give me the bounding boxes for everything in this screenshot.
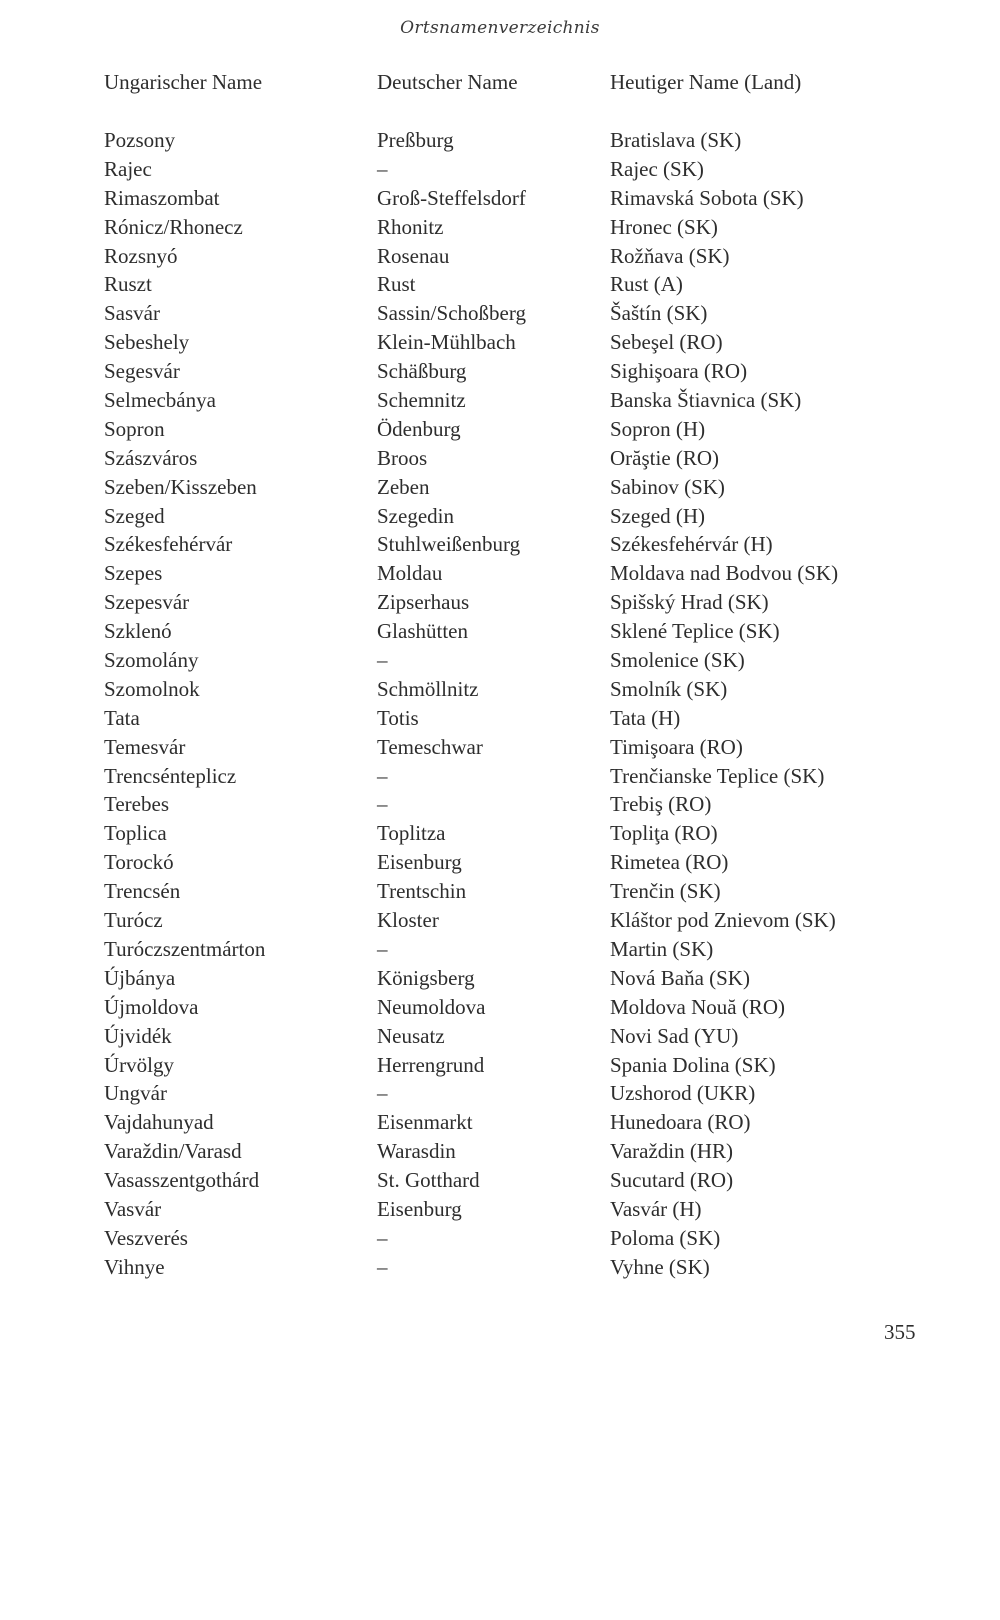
current-name-cell: Rožňava (SK) xyxy=(610,243,730,268)
table-row xyxy=(0,790,1000,819)
header-current-name: Heutiger Name (Land) xyxy=(610,70,802,94)
table-row xyxy=(0,1108,1000,1137)
hungarian-name-cell: Szklenó xyxy=(104,619,172,644)
table-row xyxy=(0,1195,1000,1224)
german-name-cell: Moldau xyxy=(377,561,443,586)
header-german-name: Deutscher Name xyxy=(377,70,518,94)
current-name-cell: Poloma (SK) xyxy=(610,1225,721,1250)
place-name-table xyxy=(0,126,1000,1282)
hungarian-name-cell: Szeben/Kisszeben xyxy=(104,474,257,499)
hungarian-name-cell: Trencsén xyxy=(104,879,181,904)
table-row xyxy=(0,762,1000,791)
current-name-cell: Sopron (H) xyxy=(610,416,706,441)
hungarian-name-cell: Úrvölgy xyxy=(104,1052,174,1077)
german-name-cell: – xyxy=(377,156,388,181)
current-name-cell: Sighişoara (RO) xyxy=(610,359,748,384)
table-row xyxy=(0,1022,1000,1051)
table-row xyxy=(0,588,1000,617)
german-name-cell: – xyxy=(377,936,388,961)
hungarian-name-cell: Rozsnyó xyxy=(104,243,178,268)
german-name-cell: Rhonitz xyxy=(377,214,444,239)
current-name-cell: Timişoara (RO) xyxy=(610,734,743,759)
german-name-cell: Rosenau xyxy=(377,243,450,268)
table-row xyxy=(0,213,1000,242)
current-name-cell: Uzshorod (UKR) xyxy=(610,1081,756,1106)
german-name-cell: – xyxy=(377,1081,388,1106)
table-row xyxy=(0,1253,1000,1282)
current-name-cell: Nová Baňa (SK) xyxy=(610,965,750,990)
table-row xyxy=(0,242,1000,271)
german-name-cell: Schemnitz xyxy=(377,388,466,413)
hungarian-name-cell: Veszverés xyxy=(104,1225,188,1250)
table-row xyxy=(0,502,1000,531)
table-row xyxy=(0,906,1000,935)
current-name-cell: Moldava nad Bodvou (SK) xyxy=(610,561,839,586)
table-row xyxy=(0,559,1000,588)
german-name-cell: Herrengrund xyxy=(377,1052,485,1077)
table-row xyxy=(0,1079,1000,1108)
table-row xyxy=(0,415,1000,444)
current-name-cell: Varaždin (HR) xyxy=(610,1139,734,1164)
column-headers xyxy=(0,70,1000,100)
table-row xyxy=(0,1137,1000,1166)
hungarian-name-cell: Rimaszombat xyxy=(104,185,220,210)
current-name-cell: Székesfehérvár (H) xyxy=(610,532,773,557)
german-name-cell: Eisenburg xyxy=(377,850,462,875)
table-row xyxy=(0,877,1000,906)
hungarian-name-cell: Szeged xyxy=(104,503,165,528)
german-name-cell: Toplitza xyxy=(377,821,446,846)
german-name-cell: Totis xyxy=(377,705,419,730)
german-name-cell: Eisenmarkt xyxy=(377,1110,473,1135)
hungarian-name-cell: Pozsony xyxy=(104,128,176,152)
header-hungarian-name: Ungarischer Name xyxy=(104,70,263,94)
table-row xyxy=(0,848,1000,877)
page-number: 355 xyxy=(884,1320,916,1344)
german-name-cell: Preßburg xyxy=(377,128,454,152)
hungarian-name-cell: Selmecbánya xyxy=(104,388,216,413)
hungarian-name-cell: Rónicz/Rhonecz xyxy=(104,214,243,239)
table-row xyxy=(0,704,1000,733)
table-row xyxy=(0,675,1000,704)
german-name-cell: Klein-Mühlbach xyxy=(377,330,516,355)
table-row xyxy=(0,935,1000,964)
current-name-cell: Martin (SK) xyxy=(610,936,714,961)
hungarian-name-cell: Sasvár xyxy=(104,301,160,326)
current-name-cell: Kláštor pod Znievom (SK) xyxy=(610,908,836,933)
german-name-cell: Stuhlweißenburg xyxy=(377,532,521,557)
hungarian-name-cell: Ungvár xyxy=(104,1081,167,1106)
german-name-cell: Warasdin xyxy=(377,1139,456,1164)
german-name-cell: Schmöllnitz xyxy=(377,676,479,701)
german-name-cell: – xyxy=(377,792,388,817)
table-row xyxy=(0,993,1000,1022)
table-row xyxy=(0,1166,1000,1195)
german-name-cell: Groß-Steffelsdorf xyxy=(377,185,526,210)
current-name-cell: Topliţa (RO) xyxy=(610,821,718,846)
current-name-cell: Hronec (SK) xyxy=(610,214,718,239)
hungarian-name-cell: Toplica xyxy=(104,821,167,846)
hungarian-name-cell: Szepesvár xyxy=(104,590,190,615)
table-row xyxy=(0,444,1000,473)
current-name-cell: Trebiş (RO) xyxy=(610,792,712,817)
german-name-cell: Neusatz xyxy=(377,1023,445,1048)
current-name-cell: Banska Štiavnica (SK) xyxy=(610,388,802,413)
current-name-cell: Spania Dolina (SK) xyxy=(610,1052,776,1077)
hungarian-name-cell: Terebes xyxy=(104,792,169,817)
running-head: Ortsnamenverzeichnis xyxy=(400,18,600,38)
table-row xyxy=(0,1224,1000,1253)
german-name-cell: Temeschwar xyxy=(377,734,483,759)
table-row xyxy=(0,357,1000,386)
current-name-cell: Szeged (H) xyxy=(610,503,706,528)
hungarian-name-cell: Rajec xyxy=(104,156,152,181)
table-row xyxy=(0,270,1000,299)
german-name-cell: – xyxy=(377,1254,388,1279)
table-row xyxy=(0,473,1000,502)
hungarian-name-cell: Torockó xyxy=(104,850,174,875)
table-row xyxy=(0,964,1000,993)
current-name-cell: Sucutard (RO) xyxy=(610,1168,734,1193)
current-name-cell: Trenčianske Teplice (SK) xyxy=(610,763,825,788)
german-name-cell: Königsberg xyxy=(377,965,475,990)
table-row xyxy=(0,646,1000,675)
german-name-cell: Ödenburg xyxy=(377,416,461,441)
hungarian-name-cell: Temesvár xyxy=(104,734,186,759)
german-name-cell: Glashütten xyxy=(377,619,468,644)
current-name-cell: Rimetea (RO) xyxy=(610,850,729,875)
hungarian-name-cell: Ruszt xyxy=(104,272,152,297)
hungarian-name-cell: Vasasszentgothárd xyxy=(104,1168,260,1193)
german-name-cell: Trentschin xyxy=(377,879,467,904)
current-name-cell: Hunedoara (RO) xyxy=(610,1110,751,1135)
current-name-cell: Rajec (SK) xyxy=(610,156,704,181)
current-name-cell: Sabinov (SK) xyxy=(610,474,725,499)
current-name-cell: Moldova Nouă (RO) xyxy=(610,994,785,1019)
current-name-cell: Tata (H) xyxy=(610,705,681,730)
hungarian-name-cell: Szepes xyxy=(104,561,163,586)
hungarian-name-cell: Sopron xyxy=(104,416,165,441)
german-name-cell: Sassin/Schoßberg xyxy=(377,301,526,326)
current-name-cell: Novi Sad (YU) xyxy=(610,1023,739,1048)
hungarian-name-cell: Szomolány xyxy=(104,648,199,673)
current-name-cell: Spišský Hrad (SK) xyxy=(610,590,769,615)
hungarian-name-cell: Trencsénteplicz xyxy=(104,763,237,788)
current-name-cell: Trenčin (SK) xyxy=(610,879,721,904)
current-name-cell: Orăştie (RO) xyxy=(610,445,720,470)
hungarian-name-cell: Tata xyxy=(104,705,140,730)
current-name-cell: Smolenice (SK) xyxy=(610,648,745,673)
hungarian-name-cell: Varaždin/Varasd xyxy=(104,1139,242,1164)
table-row xyxy=(0,386,1000,415)
german-name-cell: Zeben xyxy=(377,474,430,499)
hungarian-name-cell: Turóczszentmárton xyxy=(104,936,266,961)
hungarian-name-cell: Szomolnok xyxy=(104,676,200,701)
german-name-cell: Broos xyxy=(377,445,428,470)
table-row xyxy=(0,155,1000,184)
hungarian-name-cell: Vihnye xyxy=(104,1254,165,1279)
hungarian-name-cell: Újbánya xyxy=(104,965,176,990)
german-name-cell: Rust xyxy=(377,272,416,297)
german-name-cell: – xyxy=(377,1225,388,1250)
hungarian-name-cell: Sebeshely xyxy=(104,330,190,355)
hungarian-name-cell: Szászváros xyxy=(104,445,198,470)
current-name-cell: Sklené Teplice (SK) xyxy=(610,619,780,644)
hungarian-name-cell: Székesfehérvár xyxy=(104,532,233,557)
hungarian-name-cell: Vajdahunyad xyxy=(104,1110,214,1135)
current-name-cell: Rust (A) xyxy=(610,272,683,297)
german-name-cell: Neumoldova xyxy=(377,994,486,1019)
german-name-cell: Kloster xyxy=(377,908,439,933)
hungarian-name-cell: Turócz xyxy=(104,908,163,933)
table-row xyxy=(0,819,1000,848)
current-name-cell: Vyhne (SK) xyxy=(610,1254,710,1279)
german-name-cell: Schäßburg xyxy=(377,359,467,384)
german-name-cell: St. Gotthard xyxy=(377,1168,480,1193)
hungarian-name-cell: Újmoldova xyxy=(104,994,199,1019)
table-row xyxy=(0,126,1000,155)
german-name-cell: – xyxy=(377,648,388,673)
german-name-cell: Szegedin xyxy=(377,503,454,528)
current-name-cell: Rimavská Sobota (SK) xyxy=(610,185,804,210)
german-name-cell: Zipserhaus xyxy=(377,590,470,615)
hungarian-name-cell: Újvidék xyxy=(104,1023,172,1048)
hungarian-name-cell: Vasvár xyxy=(104,1196,162,1221)
german-name-cell: – xyxy=(377,763,388,788)
current-name-cell: Šaštín (SK) xyxy=(610,301,708,326)
table-row xyxy=(0,617,1000,646)
current-name-cell: Bratislava (SK) xyxy=(610,128,742,152)
table-row xyxy=(0,299,1000,328)
table-row xyxy=(0,1051,1000,1080)
current-name-cell: Vasvár (H) xyxy=(610,1196,702,1221)
current-name-cell: Sebeşel (RO) xyxy=(610,330,723,355)
german-name-cell: Eisenburg xyxy=(377,1196,462,1221)
hungarian-name-cell: Segesvár xyxy=(104,359,180,384)
table-row xyxy=(0,328,1000,357)
table-row xyxy=(0,184,1000,213)
current-name-cell: Smolník (SK) xyxy=(610,676,728,701)
table-row xyxy=(0,530,1000,559)
table-row xyxy=(0,733,1000,762)
